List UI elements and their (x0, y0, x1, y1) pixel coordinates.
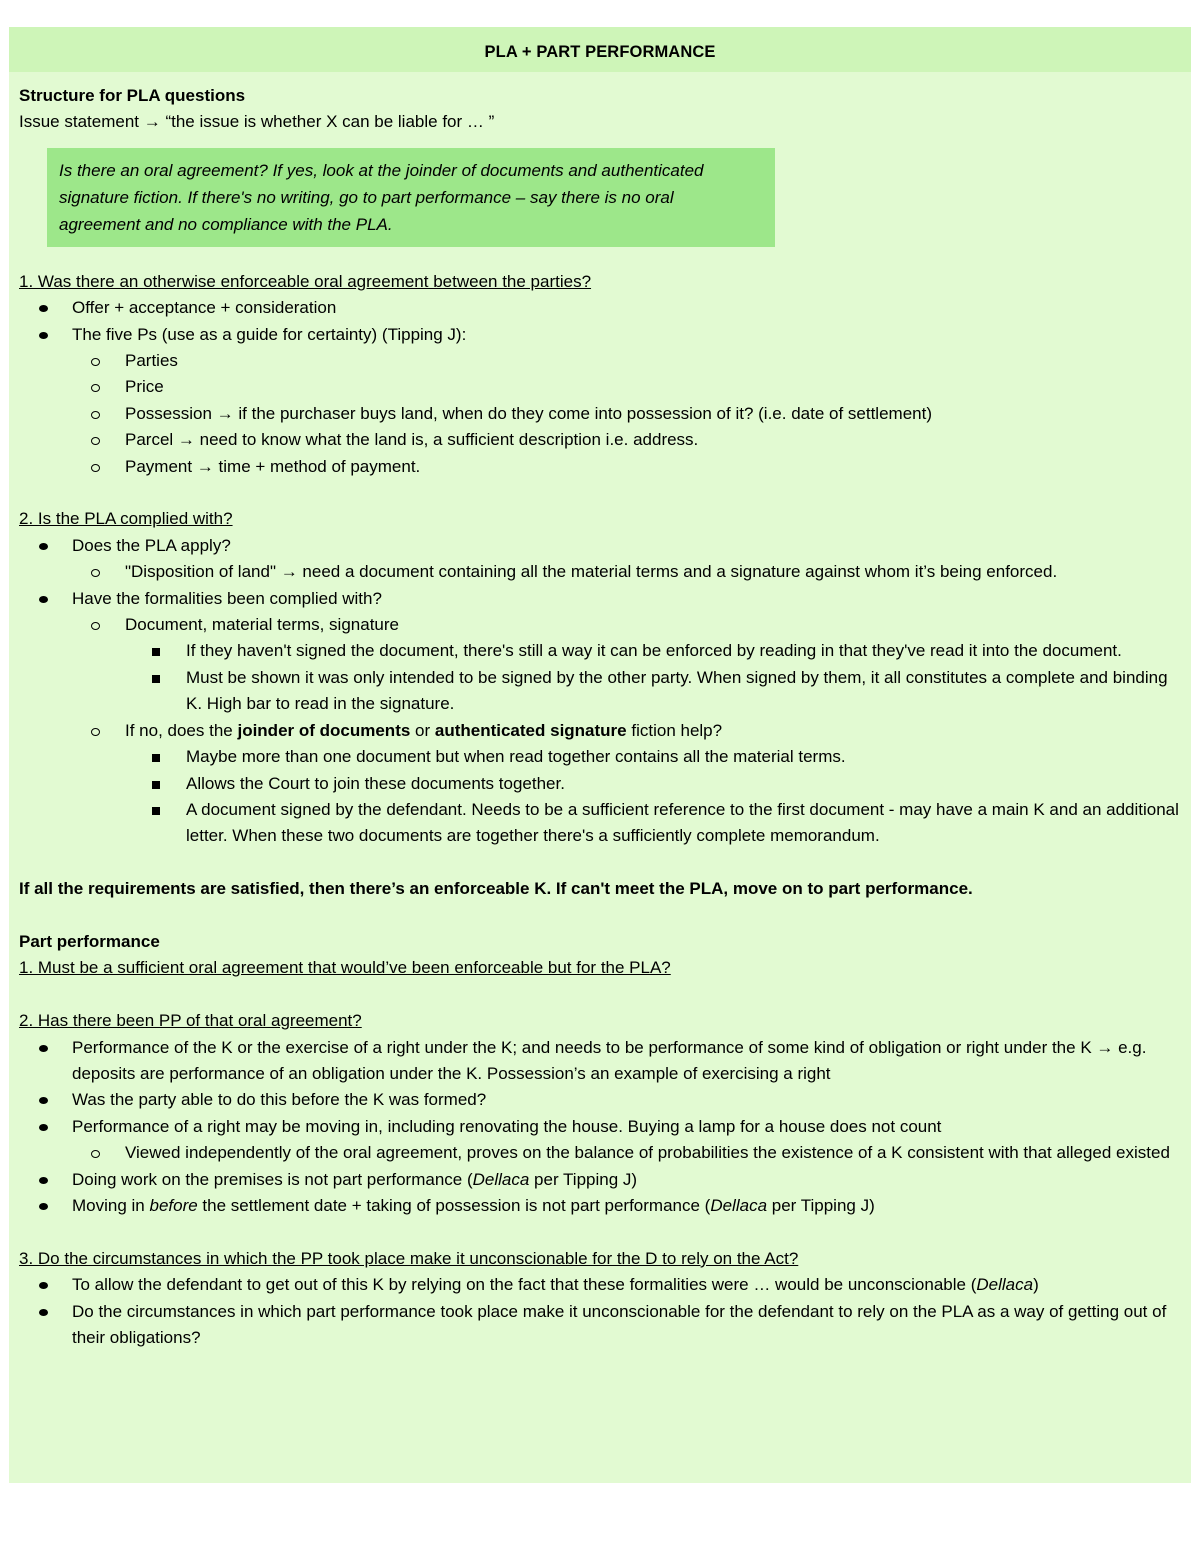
list-item: "Disposition of land" → need a document containing all the material terms and a signature against whom it’s being enforced. (19, 559, 1185, 585)
issue-statement: Issue statement → “the issue is whether X can be liable for … ” (19, 112, 495, 132)
structure-heading: Structure for PLA questions (19, 86, 246, 105)
part-performance-heading: Part performance (19, 931, 160, 951)
square-bullet-icon (152, 675, 160, 683)
list-item: If no, does the joinder of documents or authenticated signature fiction help? (19, 718, 1185, 744)
circle-bullet-icon (91, 622, 100, 630)
bullet-icon (39, 1309, 48, 1316)
bullet-icon (39, 305, 48, 312)
list-item: Offer + acceptance + consideration (19, 295, 1185, 321)
list-item: Performance of the K or the exercise of a right under the K; and needs to be performance of some kind of obligation or right under the K → e.g. deposits are performance of an obligation under the K. Possession’s an example of exercising a right (19, 1035, 1185, 1088)
pp-question-1: 1. Must be a sufficient oral agreement that would’ve been enforceable but for the PLA? (19, 958, 671, 978)
section-1-list (19, 295, 1185, 480)
list-item: Performance of a right may be moving in, including renovating the house. Buying a lamp for a house does not count (19, 1114, 1185, 1140)
bullet-icon (39, 1203, 48, 1210)
document-body (19, 83, 1185, 1351)
circle-bullet-icon (91, 437, 100, 445)
section-2-list (19, 533, 1185, 850)
list-item: Does the PLA apply? (19, 533, 1185, 559)
circle-bullet-icon (91, 411, 100, 419)
square-bullet-icon (152, 807, 160, 815)
bullet-icon (39, 1124, 48, 1131)
circle-bullet-icon (91, 358, 100, 366)
list-item: Maybe more than one document but when read together contains all the material terms. (19, 744, 1185, 770)
list-item: Was the party able to do this before the K was formed? (19, 1087, 1185, 1113)
circle-bullet-icon (91, 569, 100, 577)
pp-question-3: 3. Do the circumstances in which the PP took place make it unconscionable for the D to rely on the Act? (19, 1248, 799, 1268)
circle-bullet-icon (91, 464, 100, 472)
square-bullet-icon (152, 648, 160, 656)
bullet-icon (39, 1045, 48, 1052)
pp-question-3-list (19, 1272, 1185, 1351)
circle-bullet-icon (91, 728, 100, 736)
list-item: Moving in before the settlement date + taking of possession is not part performance (Dellaca per Tipping J) (19, 1193, 1185, 1219)
bullet-icon (39, 1177, 48, 1184)
conclusion: If all the requirements are satisfied, then there’s an enforceable K. If can't meet the PLA, move on to part performance. (19, 879, 973, 899)
list-item: Parties (19, 348, 1185, 374)
circle-bullet-icon (91, 1150, 100, 1158)
list-item: The five Ps (use as a guide for certainty) (Tipping J): (19, 322, 1185, 348)
pp-question-2: 2. Has there been PP of that oral agreement? (19, 1011, 362, 1031)
list-item: To allow the defendant to get out of this K by relying on the fact that these formalities were … would be unconscionable (Dellaca) (19, 1272, 1185, 1298)
list-item: Price (19, 374, 1185, 400)
document-page (9, 27, 1191, 1483)
list-item: Viewed independently of the oral agreement, proves on the balance of probabilities the existence of a K consistent with that alleged existed (19, 1140, 1185, 1166)
callout-box: Is there an oral agreement? If yes, look at the joinder of documents and authenticated signature fiction. If there's no writing, go to part performance – say there is no oral agreement and no compliance with the PLA. (47, 148, 775, 247)
page-title: PLA + PART PERFORMANCE (9, 27, 1191, 72)
list-item: Payment → time + method of payment. (19, 454, 1185, 480)
list-item: Doing work on the premises is not part performance (Dellaca per Tipping J) (19, 1167, 1185, 1193)
pp-question-2-list (19, 1035, 1185, 1220)
circle-bullet-icon (91, 384, 100, 392)
section-1-heading: 1. Was there an otherwise enforceable oral agreement between the parties? (19, 271, 592, 291)
bullet-icon (39, 1097, 48, 1104)
list-item: Do the circumstances in which part performance took place make it unconscionable for the defendant to rely on the PLA as a way of getting out of their obligations? (19, 1299, 1185, 1352)
square-bullet-icon (152, 781, 160, 789)
list-item: If they haven't signed the document, there's still a way it can be enforced by reading in that they've read it into the document. (19, 638, 1185, 664)
list-item: A document signed by the defendant. Needs to be a sufficient reference to the first document - may have a main K and an additional letter. When these two documents are together there's a sufficiently complete memorandum. (19, 797, 1185, 850)
bullet-icon (39, 596, 48, 603)
list-item: Allows the Court to join these documents together. (19, 771, 1185, 797)
list-item: Must be shown it was only intended to be signed by the other party. When signed by them, it all constitutes a complete and binding K. High bar to read in the signature. (19, 665, 1185, 718)
section-2-heading: 2. Is the PLA complied with? (19, 509, 233, 529)
bullet-icon (39, 1282, 48, 1289)
list-item: Parcel → need to know what the land is, a sufficient description i.e. address. (19, 427, 1185, 453)
square-bullet-icon (152, 754, 160, 762)
list-item: Document, material terms, signature (19, 612, 1185, 638)
bullet-icon (39, 543, 48, 550)
list-item: Have the formalities been complied with? (19, 586, 1185, 612)
bullet-icon (39, 332, 48, 339)
list-item: Possession → if the purchaser buys land, when do they come into possession of it? (i.e. date of settlement) (19, 401, 1185, 427)
